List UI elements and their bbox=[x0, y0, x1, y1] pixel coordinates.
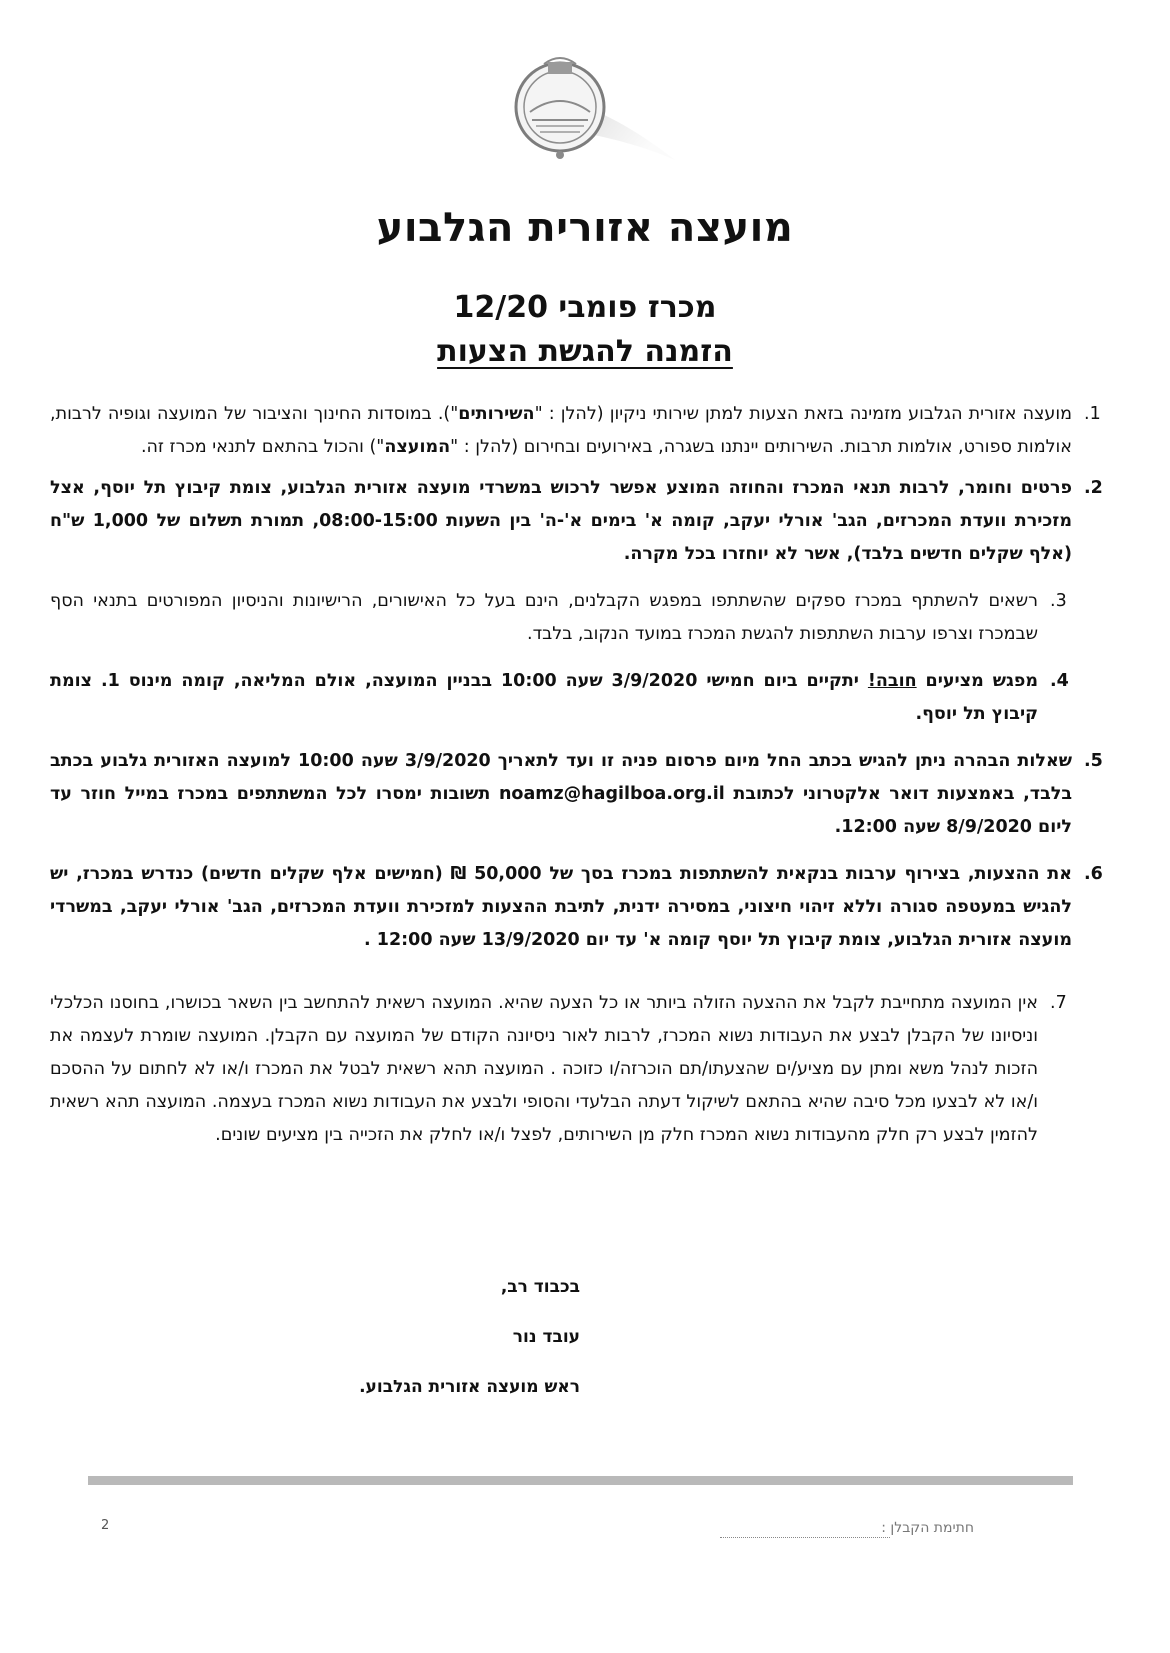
closing-text: בכבוד רב, bbox=[500, 1277, 580, 1297]
clause-text: אין המועצה מתחייבת לקבל את ההצעה הזולה ביותר או כל הצעה שהיא. המועצה רשאית להתחשב בין השאר בכושרו, בחוסנו הכלכלי וניסיונו של הקבלן לבצע את העבודות נשוא המכרז, לרבות לאור ניסיונה הקודם של המועצה עם הקבלן. המועצה שומרת לעצמה את הזכות לנהל משא ומתן עם מציע/ים שהצעתו/תם הוכרזה/ו כזוכה . המועצה תהא רשאית לבטל את המכרז ו/או לא לחתום על ההסכם ו/או לא לבצעו מכל סיבה שהיא בהתאם לשיקול דעתה הבלעדי והסופי ולבצע את העבודות נשוא המכרז בעצמה. המועצה תהא רשאית להזמין לבצע רק חלק מהעבודות נשוא המכרז חלק מן השירותים, לפצל ו/או לחלק את הזכייה בין מציעים שונים. bbox=[50, 993, 1038, 1145]
clause-number: 7. bbox=[1050, 993, 1067, 1013]
signer-role: ראש מועצה אזורית הגלבוע. bbox=[359, 1377, 580, 1397]
clause-6 bbox=[50, 858, 1120, 957]
contractor-signature-line bbox=[720, 1537, 890, 1538]
emblem-icon bbox=[500, 50, 680, 180]
clause-text: שאלות הבהרה ניתן להגיש בכתב החל מיום פרסום פניה זו ועד לתאריך 3/9/2020 שעה 10:00 למועצה האזורית גלבוע בכתב בלבד, באמצעות דואר אלקטרוני לכתובת noamz@hagilboa.org.il תשובות ימסרו לכל המשתתפים במכרז במייל חוזר עד ליום 8/9/2020 שעה 12:00. bbox=[50, 751, 1072, 837]
clauses-list bbox=[50, 398, 1120, 1152]
clause-number: 1. bbox=[1084, 404, 1101, 424]
contractor-signature-label: חתימת הקבלן : bbox=[881, 1520, 974, 1536]
clause-3 bbox=[50, 585, 1120, 651]
council-title: מועצה אזורית הגלבוע bbox=[376, 205, 794, 251]
invitation-text: הזמנה להגשת הצעות bbox=[437, 334, 733, 369]
clause-number: 2. bbox=[1084, 478, 1103, 498]
clause-1: 1. מועצה אזורית הגלבוע מזמינה בזאת הצעות למתן שירותי ניקיון (להלן : "השירותים"). במוסדות החינוך והציבור של המועצה וגופיה לרבות, אולמות ספורט, אולמות תרבות. השירותים יינתנו בשגרה, באירועים ובחירום (להלן : "המועצה") והכול בהתאם לתנאי מכרז זה. bbox=[50, 398, 1120, 464]
signer-name: עובד נור bbox=[512, 1327, 580, 1347]
mandatory-mark: חובה! bbox=[867, 671, 917, 691]
signature-block bbox=[359, 1262, 580, 1412]
clause-number: 6. bbox=[1084, 864, 1103, 884]
page-number: 2 bbox=[101, 1518, 110, 1533]
clause-5 bbox=[50, 745, 1120, 844]
clause-number: 5. bbox=[1084, 751, 1103, 771]
clause-4: 4. מפגש מציעים חובה! יתקיים ביום חמישי 3/9/2020 שעה 10:00 בבניין המועצה, אולם המליאה, קומה מינוס 1. צומת קיבוץ תל יוסף. bbox=[50, 665, 1120, 731]
defined-term-services: השירותים bbox=[458, 404, 535, 424]
tender-title: מכרז פומבי 12/20 bbox=[453, 290, 717, 325]
clause-text: רשאים להשתתף במכרז ספקים שהשתתפו במפגש הקבלנים, הינם בעל כל האישורים, הרישיונות והניסיון המפורטים בתנאי הסף שבמכרז וצרפו ערבות השתתפות להגשת המכרז במועד הנקוב, בלבד. bbox=[50, 591, 1038, 644]
invitation-heading bbox=[0, 334, 1170, 369]
clause-7 bbox=[50, 987, 1120, 1152]
footer-divider bbox=[88, 1476, 1073, 1485]
defined-term-council: המועצה bbox=[384, 437, 451, 457]
clause-text: את ההצעות, בצירוף ערבות בנקאית להשתתפות במכרז בסך של 50,000 ₪ (חמישים אלף שקלים חדשים) כנדרש במכרז, יש להגיש במעטפה סגורה וללא זיהוי חיצוני, במסירה ידנית, לתיבת ההצעות למזכירת וועדת המכרזים, הגב' אורלי יעקב, במשרדי מועצה אזורית הגלבוע, צומת קיבוץ תל יוסף קומה א' עד יום 13/9/2020 שעה 12:00 . bbox=[50, 864, 1072, 950]
clause-2 bbox=[50, 472, 1120, 571]
council-logo bbox=[500, 50, 680, 180]
clause-number: 4. bbox=[1050, 671, 1069, 691]
clause-number: 3. bbox=[1050, 591, 1067, 611]
clause-text: פרטים וחומר, לרבות תנאי המכרז והחוזה המוצע אפשר לרכוש במשרדי מועצה אזורית הגלבוע, צומת קיבוץ תל יוסף, אצל מזכירת וועדת המכרזים, הגב' אורלי יעקב, קומה א' בימים א'-ה' בין השעות 08:00-15:00, תמורת תשלום של 1,000 ש"ח (אלף שקלים חדשים בלבד), אשר לא יוחזרו בכל מקרה. bbox=[50, 478, 1072, 564]
